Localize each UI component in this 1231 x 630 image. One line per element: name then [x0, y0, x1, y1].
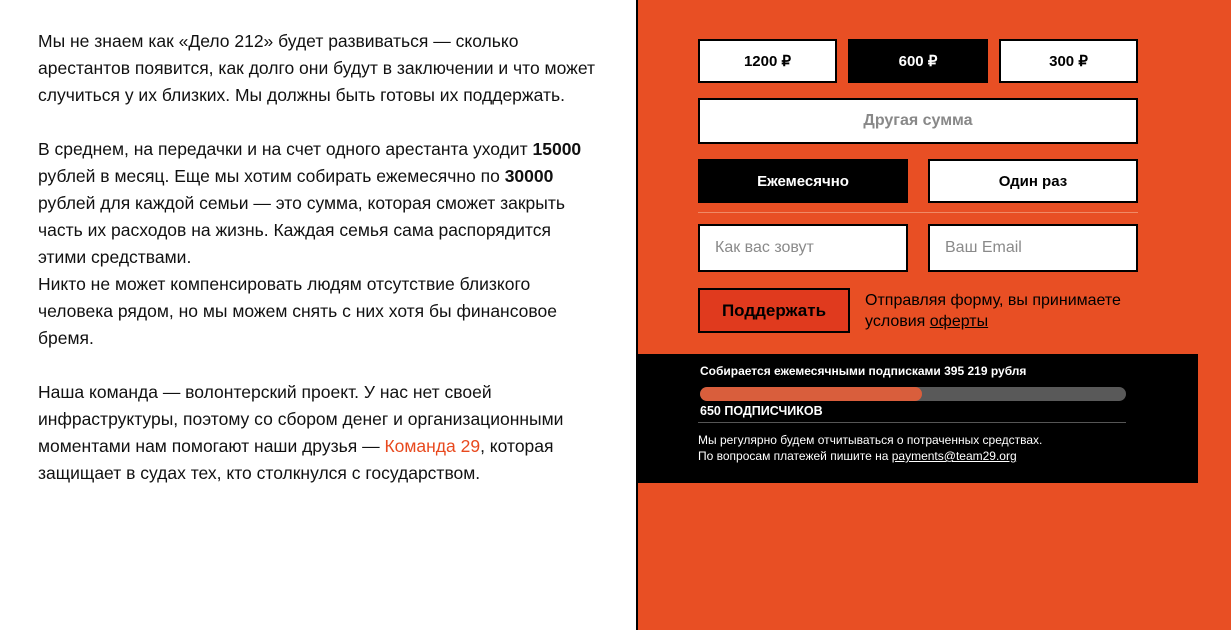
amount-600-button[interactable]: 600 ₽ — [848, 39, 988, 83]
other-amount-input[interactable]: Другая сумма — [698, 98, 1138, 144]
monthly-button[interactable]: Ежемесячно — [698, 159, 908, 203]
amount-per-family: 30000 — [504, 166, 554, 186]
paragraph-2-text: Никто не может компенсировать людям отсутствие близкого человека рядом, но мы можем снять с них хотя бы финансовое бремя. — [38, 274, 557, 348]
terms-text: Отправляя форму, вы принимаете условия — [865, 292, 1121, 330]
name-input[interactable]: Как вас зовут — [698, 224, 908, 272]
email-input[interactable]: Ваш Email — [928, 224, 1138, 272]
contact-text: По вопросам платежей пишите на — [698, 449, 892, 463]
stats-note — [698, 432, 1042, 464]
paragraph-2-text: В среднем, на передачки и на счет одного арестанта уходит — [38, 139, 533, 159]
support-button[interactable]: Поддержать — [698, 288, 850, 333]
paragraph-1: Мы не знаем как «Дело 212» будет развиваться — сколько арестантов появится, как долго они будут в заключении и что может случиться у их близких. Мы должны быть готовы их поддержать. — [38, 31, 595, 105]
paragraph-2-text: рублей в месяц. Еще мы хотим собирать ежемесячно по — [38, 166, 505, 186]
offer-link[interactable]: оферты — [929, 313, 989, 330]
paragraph-3-text: , которая защищает в судах тех, кто столкнулся с государством. — [38, 436, 554, 483]
form-separator — [698, 212, 1138, 213]
paragraph-2-text: рублей для каждой семьи — это сумма, которая сможет закрыть часть их расходов на жизнь. Каждая семья сама распорядится этими средствами. — [38, 193, 565, 267]
amount-per-prisoner: 15000 — [532, 139, 582, 159]
donation-form — [638, 0, 1231, 630]
stats-divider — [698, 422, 1126, 423]
progress-fill — [700, 387, 922, 401]
paragraph-3-text: Наша команда — волонтерский проект. У нас нет своей инфраструктуры, поэтому со сбором денег и организационными моментами нам помогают наши друзья — — [38, 382, 564, 456]
terms-note — [865, 290, 1135, 332]
payments-email-link[interactable]: payments@team29.org — [891, 449, 1017, 463]
collecting-text: Собирается ежемесячными подписками 395 219 рубля — [700, 364, 1027, 378]
stats-panel — [638, 354, 1198, 483]
amount-300-button[interactable]: 300 ₽ — [999, 39, 1138, 83]
progress-bar — [700, 387, 1126, 401]
subscribers-count: 650 ПОДПИСЧИКОВ — [700, 404, 823, 418]
one-time-button[interactable]: Один раз — [928, 159, 1138, 203]
article-text — [38, 28, 598, 514]
team29-link[interactable]: Команда 29 — [384, 436, 481, 456]
paragraph-2 — [38, 136, 598, 352]
paragraph-3 — [38, 379, 598, 487]
amount-1200-button[interactable]: 1200 ₽ — [698, 39, 837, 83]
report-text: Мы регулярно будем отчитываться о потраченных средствах. — [698, 433, 1043, 447]
